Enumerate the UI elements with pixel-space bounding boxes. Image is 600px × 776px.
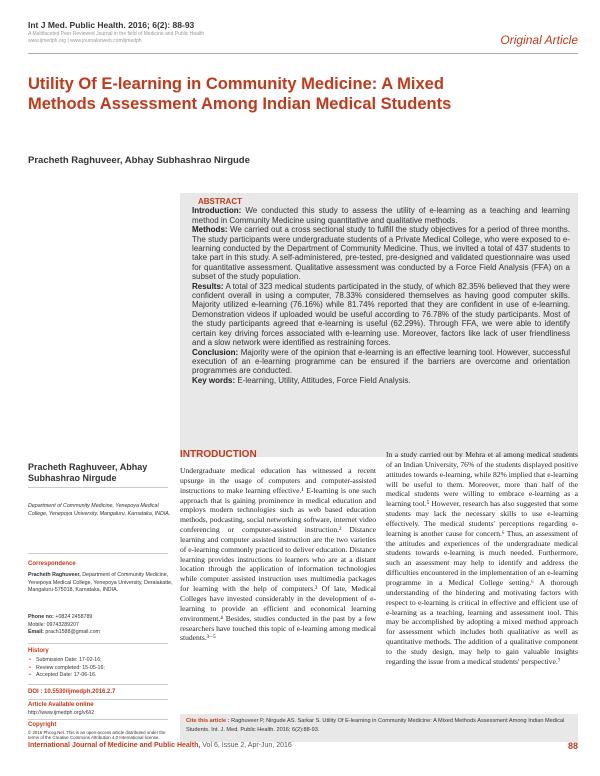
abstract-results-text: A total of 323 medical students participated in the study, of which 82.35% believed that they were confident overall in using a computer, 78.33% considered themselves as having good computer skills. Majority utilized e-learning (76.16%) while 81.74% reported that they are confident in use of e-learning. Demonstration videos if uploaded would be useful according to 76.78% of the study participants. Most of the study participants agreed that e-learning is useful (62.29%). Through FFA, we were able to identify certain key driving forces associated with e-learning use. Moreover, factors like lack of user friendliness and a slow network were identified as restraining forces.	[192, 281, 571, 348]
article-online-heading: Article Available online	[28, 702, 94, 708]
phone-label: Phone no:	[28, 614, 54, 620]
page-number: 88	[567, 741, 578, 751]
abstract-results-label: Results:	[192, 281, 224, 291]
abstract-keywords-text: E-learning, Utility, Attitudes, Force Field Analysis.	[237, 375, 411, 385]
abstract-results	[192, 282, 570, 348]
contact-block	[28, 614, 173, 637]
mobile-number: 09743289207	[46, 621, 79, 628]
doi-block	[28, 689, 173, 697]
history-item: • Review completed: 15-05-16;	[28, 665, 173, 673]
copyright-text: © 2016 Phcog.Net. This is an open-access article distributed under the terms of the Creative Commons Attribution 4.0 International license.	[28, 730, 166, 740]
email-label: Email:	[28, 629, 44, 635]
history-heading: History	[28, 648, 49, 654]
abstract-conclusion	[192, 348, 570, 376]
correspondence-heading: Correspondence	[28, 561, 76, 567]
mobile-label: Mobile:	[28, 621, 46, 628]
history-item: • Submission Date: 17-02-16;	[28, 657, 173, 665]
correspondence-name: Pracheth Raghuveer,	[28, 572, 81, 578]
abstract-intro-text: We conducted this study to assess the utility of e-learning as a teaching and learning method in Community Medicine using quantitative and qualitative methods.	[192, 206, 570, 225]
footer-journal: International Journal of Medicine and Public Health,	[28, 742, 201, 749]
abstract-conclusion-text: Majority were of the opinion that e-learning is an effective learning tool. However, successful execution of an e-learning programme can be ensured if the barriers are overcome and orientation programmes are conducted.	[192, 347, 570, 376]
sidebar-authors: Pracheth Raghuveer, Abhay Subhashrao Nirgude	[28, 462, 148, 483]
journal-header: Int J Med. Public Health. 2016; 6(2): 88-93	[28, 20, 195, 30]
abstract-introduction	[192, 206, 570, 225]
footer-issue: Vol 6, Issue 2, Apr-Jun, 2016	[202, 742, 292, 749]
sidebar-divider	[28, 699, 168, 700]
correspondence-address: Department of Community Medicine, Yenepoya Medical College, Yenepoya University, Deralakatte, Mangaluru-575018, Karnataka, INDIA.	[28, 572, 173, 593]
abstract-methods-text: We carried out a cross sectional study to fulfill the study objectives for a period of three months. The study participants were undergraduate students of a Private Medical College, who were exposed to e-learning conducted by the Department of Community Medicine. Thus, we invited a total of 437 students to take part in this study. A self-administered, pre-tested, pre-designed and validated questionnaire was used for quantitative assessment. Qualitative assessment was conducted by a Force Field Analysis (FFA) on a subset of the study population.	[192, 225, 570, 282]
journal-subtitle	[28, 31, 204, 45]
phone-number: +0824 2458789	[55, 614, 93, 620]
doi-label: DOI :	[28, 689, 43, 695]
article-authors: Pracheth Raghuveer, Abhay Subhashrao Nirgude	[28, 155, 250, 166]
abstract-conclusion-label: Conclusion:	[192, 347, 239, 357]
article-title: Utility Of E-learning in Community Medicine: A Mixed Methods Assessment Among Indian Medical Students	[28, 75, 452, 113]
abstract-keywords	[192, 376, 570, 385]
correspondence-block	[28, 572, 173, 595]
journal-subtitle-line1: A Multifaceted Peer Reviewed Journal in the field of Medicine and Public Health	[28, 31, 205, 37]
doi-value[interactable]: 10.5530/ijmedph.2016.2.7	[44, 689, 116, 695]
journal-subtitle-line2: www.ijmedph.org | www.journalonweb.com/ijmedph	[28, 38, 142, 44]
sidebar-affiliation: Department of Community Medicine, Yenepoya Medical College, Yenepoya University, Mangaluru, Karnataka, INDIA.	[28, 503, 171, 517]
history-item: • Accepted Date: 17-06-16.	[28, 672, 173, 680]
article-type: Original Article	[500, 33, 578, 47]
sidebar-divider	[28, 553, 168, 554]
cite-label: Cite this article :	[186, 718, 230, 724]
abstract-box	[180, 193, 578, 457]
page-footer	[28, 742, 292, 749]
introduction-heading: INTRODUCTION	[180, 449, 257, 460]
sidebar-divider	[28, 643, 168, 644]
history-list	[28, 657, 173, 680]
header-divider	[28, 53, 578, 54]
copyright-heading: Copyright	[28, 722, 57, 728]
cite-box	[180, 714, 578, 742]
article-url[interactable]: http://www.ijmedph.org/v6/i2	[28, 710, 95, 716]
body-column-right: In a study carried out by Mehra et al among medical students of an Indian University, 76% of the students displayed positive attitudes towards e-learning, while 82% implied that e-learning will be useful to them. Moreover, more than half of the medical students were willing to embrace e-learning as a learning tool.⁵ However, research has also suggested that some students may lack the necessary skills to use e-learning effectively. The medical students' perceptions regarding e-learning is another cause for concern.⁶ Thus, an assessment of the attitudes and experiences of the undergraduate medical students towards e-learning is much needed. Furthermore, such an assessment may help to identify and address the difficulties encountered in the implementation of an e-learning programme in a Medical College setting.⁶ A thorough understanding of the hindering and motivating factors with respect to e-learning is critical in effective and efficient use of e-learning as a teaching, learning and assessment tool. This may be accomplished by adopting a mixed method approach for assessment which includes both qualitative as well as quantitative methods. The addition of a qualitative component to the study design, may help to gain valuable insights regarding the issue from a medical students' perspective.⁷	[386, 450, 578, 666]
abstract-keywords-label: Key words:	[192, 375, 236, 385]
body-column-left: Undergraduate medical education has witnessed a recent upsurge in the usage of computers and computer-assisted instructions to make learning effective.¹ E-learning is one such approach that is gaining prominence in medical education and employs modern technologies such as web based education methods, podcasting, social networking software, internet video conferencing or computer-assisted instruction.² Distance learning and computer assisted instruction are the two varieties of e-learning commonly practiced to deliver education. Distance learning provides instructions to learners who are at a distant location through the application of information technologies while computer assisted instruction uses multimedia packages for learning with the help of computers.³ Of late, Medical Colleges have invested considerably in the development of e-learning to provide an efficient and economical learning environment.⁴ Besides, studies conducted in the past by a few researchers have touched this topic of e-learning among medical students.³⁻⁵	[180, 466, 376, 643]
abstract-intro-label: Introduction:	[192, 206, 242, 216]
abstract-heading: ABSTRACT	[198, 197, 242, 206]
sidebar-divider	[28, 684, 168, 685]
sidebar-divider	[28, 487, 168, 488]
abstract-methods	[192, 225, 570, 281]
email-address[interactable]: prach1588@gmail.com	[45, 629, 100, 635]
abstract-methods-label: Methods:	[192, 225, 228, 235]
sidebar-divider	[28, 719, 168, 720]
cite-text: Raghuveer P, Nirgude AS. Sarkar S. Utility Of E-learning in Community Medicine: A Mixed Methods Assessment Among Indian Medical Students. Int. J. Med. Public Health. 2016; 6(2):88-93.	[186, 718, 565, 733]
